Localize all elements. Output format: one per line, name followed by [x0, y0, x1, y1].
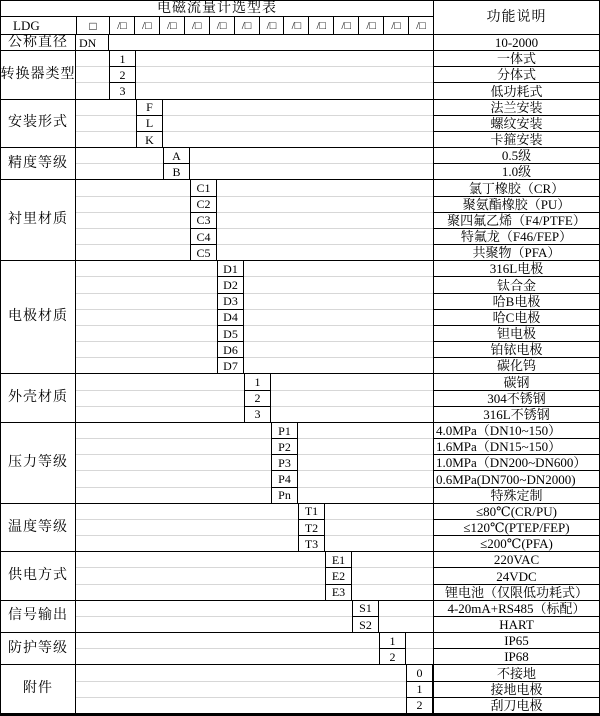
empty-cell: [352, 567, 433, 583]
function-description-cell: 锂电池（仅限低功耗式）: [433, 584, 599, 600]
option-code-cell: 1: [379, 632, 406, 648]
model-slot-icon: /□: [184, 17, 209, 34]
empty-cell: [76, 697, 406, 713]
model-slot-icon: /□: [333, 17, 358, 34]
empty-cell: [76, 99, 136, 115]
section-label: 防护等级: [1, 632, 76, 664]
option-code-cell: T3: [298, 535, 325, 551]
function-description-cell: ≤120℃(PTEP/FEP): [433, 519, 599, 535]
function-description-cell: IP68: [433, 648, 599, 664]
empty-cell: [298, 454, 433, 470]
model-slot-icon: /□: [109, 17, 134, 34]
function-description-cell: 低功耗式: [433, 82, 599, 98]
function-description-cell: 碳钢: [433, 373, 599, 389]
empty-cell: [76, 390, 244, 406]
empty-cell: [76, 503, 298, 519]
empty-cell: [325, 535, 433, 551]
empty-cell: [76, 600, 352, 616]
empty-cell: [76, 551, 325, 567]
option-code-cell: C3: [190, 212, 217, 228]
empty-cell: [298, 438, 433, 454]
empty-cell: [217, 179, 433, 195]
option-code-cell: K: [136, 131, 163, 147]
empty-cell: [76, 438, 271, 454]
empty-cell: [163, 131, 433, 147]
section-label: 公称直径: [1, 34, 76, 50]
empty-cell: [244, 276, 433, 292]
option-code-cell: F: [136, 99, 163, 115]
option-code-cell: D5: [217, 325, 244, 341]
option-code-cell: S1: [352, 600, 379, 616]
function-description-cell: 1.0级: [433, 163, 599, 179]
empty-cell: [76, 519, 298, 535]
function-description-cell: 220VAC: [433, 551, 599, 567]
function-description-cell: 钛合金: [433, 276, 599, 292]
option-code-cell: D6: [217, 341, 244, 357]
empty-cell: [76, 535, 298, 551]
function-description-cell: 哈C电极: [433, 309, 599, 325]
option-code-cell: C5: [190, 244, 217, 260]
section-label: 温度等级: [1, 503, 76, 552]
empty-cell: [352, 584, 433, 600]
option-code-cell: 2: [109, 66, 136, 82]
empty-cell: [406, 648, 433, 664]
model-slot-icon: /□: [159, 17, 184, 34]
empty-cell: [217, 196, 433, 212]
function-description-cell: 316L电极: [433, 260, 599, 276]
function-description-cell: 哈B电极: [433, 293, 599, 309]
option-code-cell: D3: [217, 293, 244, 309]
empty-cell: [76, 422, 271, 438]
function-description-cell: 聚四氟乙烯（F4/PTFE）: [433, 212, 599, 228]
empty-cell: [76, 373, 244, 389]
section-label: 供电方式: [1, 551, 76, 600]
empty-cell: [76, 196, 190, 212]
empty-cell: [325, 519, 433, 535]
empty-cell: [190, 147, 433, 163]
section-label: 附件: [1, 664, 76, 713]
function-description-cell: 316L不锈钢: [433, 406, 599, 422]
empty-cell: [76, 681, 406, 697]
empty-cell: [298, 422, 433, 438]
function-description-cell: 4-20mA+RS485（标配）: [433, 600, 599, 616]
section-label: 衬里材质: [1, 179, 76, 260]
function-description-cell: 卡箍安装: [433, 131, 599, 147]
empty-cell: [244, 325, 433, 341]
function-description-cell: HART: [433, 616, 599, 632]
empty-cell: [76, 470, 271, 486]
function-description-cell: ≤200℃(PFA): [433, 535, 599, 551]
function-description-cell: ≤80℃(CR/PU): [433, 503, 599, 519]
empty-cell: [190, 163, 433, 179]
option-code-cell: 2: [406, 697, 433, 713]
model-slot-icon: /□: [383, 17, 408, 34]
empty-cell: [76, 357, 217, 373]
model-slot-icon: /□: [234, 17, 259, 34]
option-code-cell: 1: [109, 50, 136, 66]
empty-cell: [352, 551, 433, 567]
empty-cell: [244, 341, 433, 357]
empty-cell: [244, 357, 433, 373]
empty-cell: [76, 276, 217, 292]
option-code-cell: S2: [352, 616, 379, 632]
function-description-cell: 碳化钨: [433, 357, 599, 373]
empty-cell: [76, 228, 190, 244]
empty-cell: [406, 632, 433, 648]
option-code-cell: C4: [190, 228, 217, 244]
option-code-cell: DN: [76, 34, 109, 50]
model-slot-icon: /□: [358, 17, 383, 34]
section-label: 信号输出: [1, 600, 76, 632]
model-slot-icon: /□: [408, 17, 433, 34]
section-label: 电极材质: [1, 260, 76, 373]
option-code-cell: D1: [217, 260, 244, 276]
empty-cell: [76, 567, 325, 583]
empty-cell: [76, 115, 136, 131]
empty-cell: [76, 325, 217, 341]
empty-cell: [271, 390, 433, 406]
empty-cell: [244, 293, 433, 309]
empty-cell: [244, 309, 433, 325]
option-code-cell: 1: [406, 681, 433, 697]
empty-cell: [76, 616, 352, 632]
model-slot-icon: /□: [134, 17, 159, 34]
option-code-cell: T2: [298, 519, 325, 535]
function-description-cell: 刮刀电极: [433, 697, 599, 713]
function-description-cell: 接地电极: [433, 681, 599, 697]
function-description-cell: 1.0MPa（DN200~DN600）: [433, 454, 599, 470]
empty-cell: [76, 260, 217, 276]
option-code-cell: P1: [271, 422, 298, 438]
option-code-cell: 2: [379, 648, 406, 664]
empty-cell: [76, 648, 379, 664]
function-description-cell: 不接地: [433, 664, 599, 680]
model-slot-icon: /□: [308, 17, 333, 34]
empty-cell: [76, 632, 379, 648]
empty-cell: [76, 487, 271, 503]
function-description-cell: 分体式: [433, 66, 599, 82]
empty-cell: [76, 212, 190, 228]
model-checkbox-icon: □: [76, 17, 109, 34]
function-description-cell: 0.6MPa(DN700~DN2000): [433, 470, 599, 486]
empty-cell: [76, 584, 325, 600]
function-description-cell: 特氟龙（F46/FEP）: [433, 228, 599, 244]
option-code-cell: 0: [406, 664, 433, 680]
empty-cell: [217, 228, 433, 244]
function-description-cell: 螺纹安装: [433, 115, 599, 131]
function-description-cell: IP65: [433, 632, 599, 648]
empty-cell: [217, 244, 433, 260]
option-code-cell: D4: [217, 309, 244, 325]
function-description-cell: 0.5级: [433, 147, 599, 163]
empty-cell: [76, 147, 163, 163]
empty-cell: [271, 373, 433, 389]
empty-cell: [217, 212, 433, 228]
option-code-cell: B: [163, 163, 190, 179]
option-code-cell: 2: [244, 390, 271, 406]
option-code-cell: P3: [271, 454, 298, 470]
empty-cell: [136, 50, 433, 66]
option-code-cell: D7: [217, 357, 244, 373]
option-code-cell: A: [163, 147, 190, 163]
empty-cell: [298, 470, 433, 486]
option-code-cell: P4: [271, 470, 298, 486]
model-slot-icon: /□: [209, 17, 234, 34]
function-description-header: 功能说明: [433, 1, 599, 34]
empty-cell: [298, 487, 433, 503]
empty-cell: [244, 260, 433, 276]
function-description-cell: 铂铱电极: [433, 341, 599, 357]
section-label: 转换器类型: [1, 50, 76, 99]
option-code-cell: C1: [190, 179, 217, 195]
function-description-cell: 一体式: [433, 50, 599, 66]
function-description-cell: 共聚物（PFA）: [433, 244, 599, 260]
page-title: 电磁流量计选型表: [1, 1, 433, 17]
option-code-cell: E3: [325, 584, 352, 600]
option-code-cell: Pn: [271, 487, 298, 503]
option-code-cell: L: [136, 115, 163, 131]
empty-cell: [271, 406, 433, 422]
empty-cell: [76, 406, 244, 422]
empty-cell: [76, 454, 271, 470]
empty-cell: [379, 616, 433, 632]
empty-cell: [76, 341, 217, 357]
empty-cell: [163, 99, 433, 115]
model-prefix-label: LDG: [13, 18, 40, 33]
function-description-cell: 法兰安装: [433, 99, 599, 115]
section-label: 外壳材质: [1, 373, 76, 422]
empty-cell: [76, 131, 136, 147]
empty-cell: [76, 293, 217, 309]
empty-cell: [109, 34, 433, 50]
option-code-cell: C2: [190, 196, 217, 212]
option-code-cell: E1: [325, 551, 352, 567]
option-code-cell: 1: [244, 373, 271, 389]
section-label: 安装形式: [1, 99, 76, 148]
empty-cell: [76, 50, 109, 66]
option-code-cell: P2: [271, 438, 298, 454]
function-description-cell: 1.6MPa（DN15~150）: [433, 438, 599, 454]
function-description-cell: 钽电极: [433, 325, 599, 341]
empty-cell: [76, 82, 109, 98]
empty-cell: [76, 309, 217, 325]
empty-cell: [163, 115, 433, 131]
empty-cell: [76, 179, 190, 195]
option-code-cell: D2: [217, 276, 244, 292]
model-code-slots: [109, 17, 433, 34]
empty-cell: [76, 66, 109, 82]
function-description-cell: 24VDC: [433, 567, 599, 583]
section-label: 精度等级: [1, 147, 76, 179]
option-code-cell: 3: [244, 406, 271, 422]
empty-cell: [136, 66, 433, 82]
function-description-cell: 聚氨酯橡胶（PU）: [433, 196, 599, 212]
empty-cell: [76, 163, 163, 179]
empty-cell: [76, 664, 406, 680]
section-label: 压力等级: [1, 422, 76, 503]
function-description-cell: 氯丁橡胶（CR）: [433, 179, 599, 195]
function-description-cell: 特殊定制: [433, 487, 599, 503]
model-slot-icon: /□: [283, 17, 308, 34]
option-code-cell: T1: [298, 503, 325, 519]
empty-cell: [76, 244, 190, 260]
function-description-cell: 4.0MPa（DN10~150）: [433, 422, 599, 438]
empty-cell: [379, 600, 433, 616]
empty-cell: [136, 82, 433, 98]
option-code-cell: E2: [325, 567, 352, 583]
empty-cell: [325, 503, 433, 519]
function-description-cell: 304不锈钢: [433, 390, 599, 406]
option-code-cell: 3: [109, 82, 136, 98]
model-slot-icon: /□: [259, 17, 284, 34]
function-description-cell: 10-2000: [433, 34, 599, 50]
